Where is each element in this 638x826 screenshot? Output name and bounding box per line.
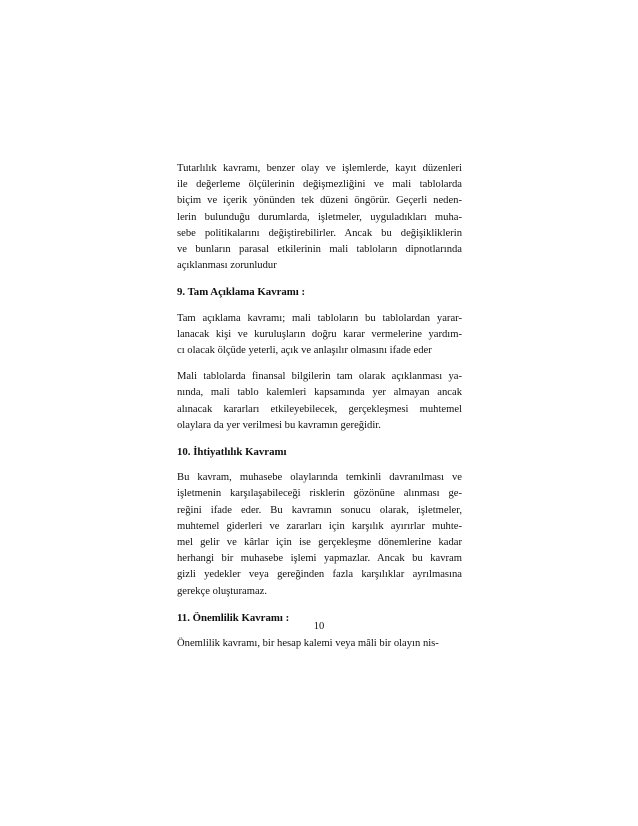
text-line: nında, mali tablo kalemleri kapsamında yer almayan ancak xyxy=(177,387,462,399)
section-heading: 11. Önemlilik Kavramı : xyxy=(177,611,290,624)
text-line: muhtemel giderleri ve zararları için karşılık ayırırlar muhte- xyxy=(177,520,462,532)
text-line: mel gelir ve kârlar için ise gerçekleşme dönemlerine kadar xyxy=(177,537,462,549)
text-line: Tutarlılık kavramı, benzer olay ve işlemlerde, kayıt düzenleri xyxy=(177,163,462,174)
body-paragraph xyxy=(177,636,462,652)
text-line: Tam açıklama kavramı; mali tabloların bu tablolardan yarar- xyxy=(177,312,462,324)
text-line: gerekçe oluşturamaz. xyxy=(177,585,268,597)
body-paragraph xyxy=(177,161,462,274)
text-line: Bu kavram, muhasebe olaylarında temkinli davranılması ve xyxy=(177,472,462,484)
text-line: gizli yedekler veya gereğinden fazla karşılıklar ayrılmasına xyxy=(177,569,462,581)
section-heading: 9. Tam Açıklama Kavramı : xyxy=(177,286,306,299)
text-line: reğini ifade eder. Bu kavramın sonucu olarak, işletmeler, xyxy=(177,504,462,516)
body-paragraph xyxy=(177,369,462,434)
text-line: sebe politikalarını değiştirebilirler. Ancak bu değişikliklerin xyxy=(177,227,462,239)
text-line: herhangi bir muhasebe işlemi yapmazlar. Ancak bu kavram xyxy=(177,553,462,565)
text-line: ve bunların parasal etkilerinin mali tabloların dipnotlarında xyxy=(177,244,462,256)
text-line: Mali tablolarda finansal bilgilerin tam olarak açıklanması ya- xyxy=(177,371,462,383)
text-line: alınacak kararları etkileyebilecek, gerçekleşmesi muhtemel xyxy=(177,403,462,415)
text-line: açıklanması zorunludur xyxy=(177,260,277,272)
text-line: biçim ve içerik yönünden tek düzeni öngörür. Geçerli neden- xyxy=(177,195,462,207)
text-line: işletmenin karşılaşabileceği risklerin gözönüne alınması ge- xyxy=(177,488,462,500)
body-paragraph xyxy=(177,311,462,360)
text-line: Önemlilik kavramı, bir hesap kalemi veya mâli bir olayın nis- xyxy=(177,638,439,650)
text-line: lanacak kişi ve kuruluşların doğru karar vermelerine yardım- xyxy=(177,328,462,340)
section-heading: 10. İhtiyatlılık Kavramı xyxy=(177,446,287,459)
text-line: olaylara da yer verilmesi bu kavramın gereğidir. xyxy=(177,419,381,431)
page-number: 10 xyxy=(313,621,325,632)
text-line: lerin bulunduğu durumlarda, işletmeler, uyguladıkları muha- xyxy=(177,211,462,223)
text-line: ile değerleme ölçülerinin değişmezliğini ve mali tablolarda xyxy=(177,179,462,191)
page-body-text xyxy=(177,161,462,662)
text-line: cı olacak ölçüde yeterli, açık ve anlaşılır olmasını ifade eder xyxy=(177,345,432,357)
body-paragraph xyxy=(177,470,462,600)
